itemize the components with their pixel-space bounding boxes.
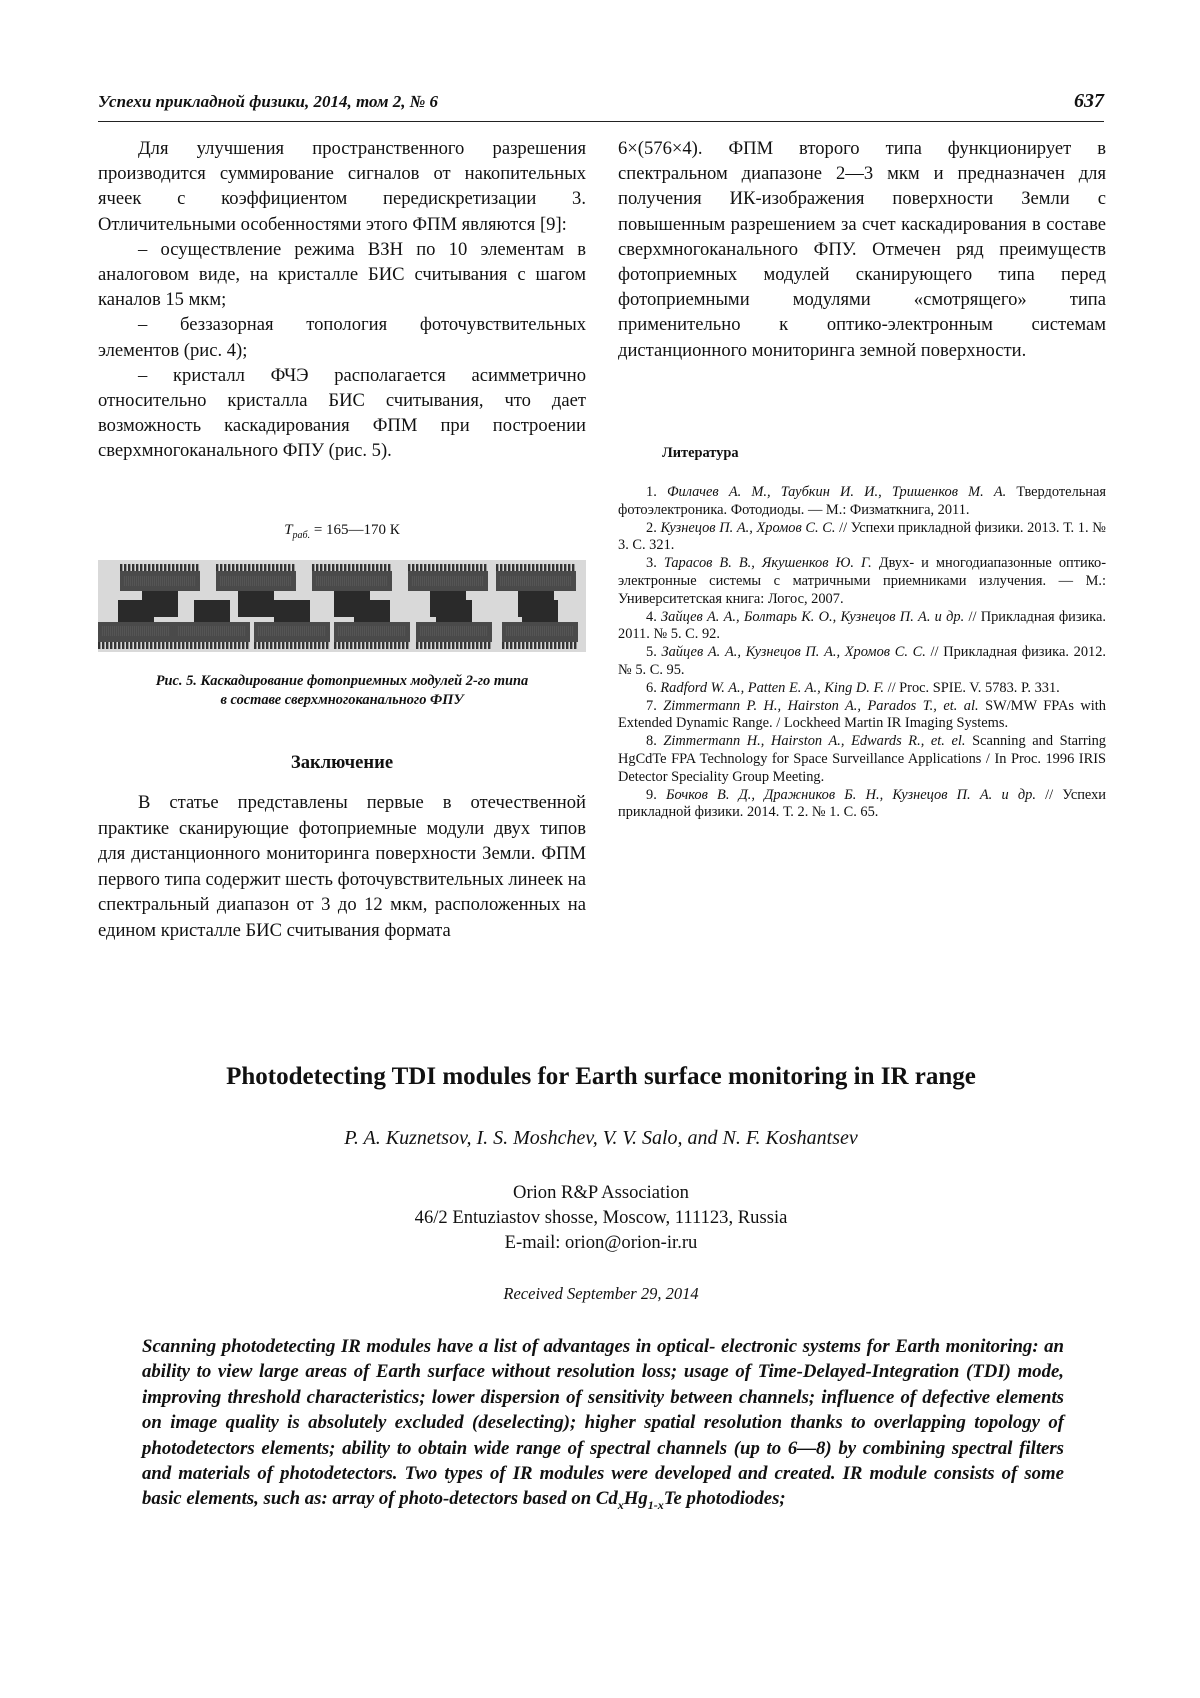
reference-item: 7. Zimmermann P. H., Hairston A., Parados T., et. al. SW/MW FPAs with Extended Dynamic Range. / Lockheed Martin IR Imaging Systems. <box>618 697 1107 732</box>
references-heading: Литература <box>662 445 739 461</box>
reference-item: 8. Zimmermann H., Hairston A., Edwards R., et. el. Scanning and Starring HgCdTe FPA Technology for Space Surveillance Applications / In Proc. 1996 IRIS Detector Speciality Group Meeting. <box>618 733 1106 785</box>
reference-item: 4. Зайцев А. А., Болтарь К. О., Кузнецов П. А. и др. // Прикладная физика. 2011. № 5. С. 92. <box>618 608 1106 643</box>
right-column <box>618 136 1106 363</box>
caption-line: Рис. 5. Каскадирование фотоприемных модулей 2-го типа <box>155 673 529 689</box>
temp-value: = 165—170 К <box>310 522 400 538</box>
list-item: – беззазорная топология фоточувствительных элементов (рис. 4); <box>98 314 586 361</box>
header-rule <box>98 121 1104 122</box>
reference-item: 5. Зайцев А. А., Кузнецов П. А., Хромов С. С. // Прикладная физика. 2012. № 5. С. 95. <box>618 644 1106 678</box>
running-header <box>98 92 1104 118</box>
figure-temperature-label <box>98 522 586 541</box>
reference-item: 6. Radford W. A., Patten E. A., King D. F. // Proc. SPIE. V. 5783. P. 331. <box>646 679 1060 696</box>
organization: Orion R&P Association <box>513 1182 689 1203</box>
received-date: Received September 29, 2014 <box>503 1284 699 1303</box>
page-number: 637 <box>1074 90 1104 112</box>
journal-name: Успехи прикладной физики, 2014, том 2, № 6 <box>98 92 439 111</box>
conclusion-text: В статье представлены первые в отечественной практике сканирующие фотоприемные модули двух типов для дистанционного мониторинга поверхности Земли. ФПМ первого типа содержит шесть фоточувствительных линеек на спектральный диапазон от 3 до 12 мкм, расположенных на едином кристалле БИС считывания формата <box>98 792 586 941</box>
temp-subscript: раб. <box>292 530 311 541</box>
english-abstract: Scanning photodetecting IR modules have a list of advantages in optical- electronic systems for Earth monitoring: an ability to view large areas of Earth surface without resolution loss; usage of Time-Delayed-Integration (TDI) mode, improving threshold characteristics; lower dispersion of sensitivity between channels; influence of defective elements on image quality is absolutely excluded (deselecting); higher spatial resolution thanks to overlapping topology of photodetectors elements; ability to obtain wide range of spectral channels (up to 6—8) by combining spectral filters and materials of photodetectors. Two types of IR modules were developed and created. IR module consists of some basic elements, such as: array of photo-detectors based on $Cd_xHg_{1-x}Te$ photodiodes; <box>142 1336 1064 1513</box>
reference-item: 1. Филачев А. М., Таубкин И. И., Тришенков М. А. Твердотельная фотоэлектроника. Фотодиоды. — М.: Физматкнига, 2011. <box>618 484 1107 518</box>
figure-caption <box>98 672 586 710</box>
reference-item: 2. Кузнецов П. А., Хромов С. С. // Успехи прикладной физики. 2013. Т. 1. № 3. С. 321. <box>618 519 1106 554</box>
english-authors: P. A. Kuznetsov, I. S. Moshchev, V. V. Salo, and N. F. Koshantsev <box>344 1127 858 1149</box>
paragraph: 6×(576×4). ФПМ второго типа функционирует в спектральном диапазоне 2—3 мкм и предназначен для получения ИК-изображения поверхности Земли с повышенным разрешением за счет каскадирования в составе сверхмногоканального ФПУ. Отмечен ряд преимуществ фотоприемных модулей сканирующего типа перед фотоприемными модулями «смотрящего» типа применительно к оптико-электронным системам дистанционного мониторинга земной поверхности. <box>618 138 1106 361</box>
list-item: – осуществление режима ВЗН по 10 элементам в аналоговом виде, на кристалле БИС считывания с шагом каналов 15 мкм; <box>98 238 586 311</box>
paragraph: Для улучшения пространственного разрешения производится суммирование сигналов от накопительных ячеек с коэффициентом передискретизации 3. Отличительными особенностями этого ФПМ являются [9]: <box>98 138 586 235</box>
email: E-mail: orion@orion-ir.ru <box>504 1232 698 1253</box>
left-column <box>98 136 586 464</box>
section-heading: Заключение <box>290 752 394 773</box>
list-item: – кристалл ФЧЭ располагается асимметрично относительно кристалла БИС считывания, что дает возможность каскадирования ФПМ при построении сверхмногоканального ФПУ (рис. 5). <box>98 364 586 462</box>
affiliation <box>98 1180 1104 1255</box>
references-list <box>618 484 1106 822</box>
english-title: Photodetecting TDI modules for Earth surface monitoring in IR range <box>226 1063 976 1090</box>
reference-item: 9. Бочков В. Д., Дражников Б. Н., Кузнецов П. А. и др. // Успехи прикладной физики. 2014. Т. 2. № 1. С. 65. <box>618 786 1107 821</box>
modules-photo-illustration <box>98 560 586 652</box>
caption-line: в составе сверхмногоканального ФПУ <box>220 692 464 708</box>
address: 46/2 Entuziastov shosse, Moscow, 111123, Russia <box>414 1207 788 1228</box>
temp-symbol: T <box>284 522 293 538</box>
reference-item: 3. Тарасов В. В., Якушенков Ю. Г. Двух- и многодиапазонные оптико-электронные системы с матричными приемниками излучения. — М.: Университетская книга: Логос, 2007. <box>618 555 1106 607</box>
figure-photo-cascaded-modules <box>98 560 586 652</box>
